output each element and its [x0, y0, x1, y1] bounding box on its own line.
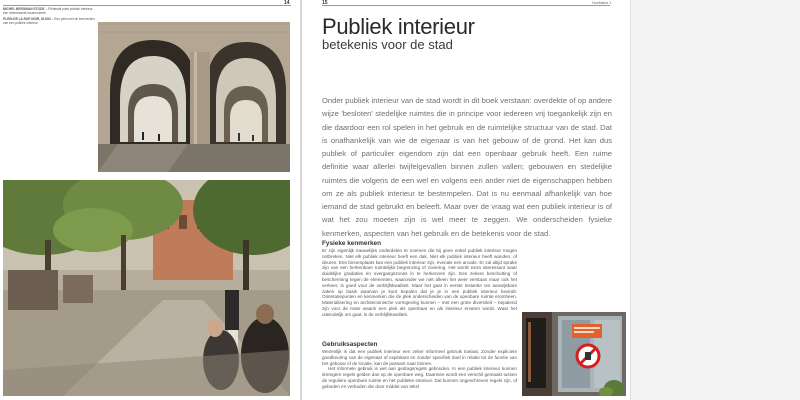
right-page: [302, 0, 630, 400]
outside-area: [630, 0, 800, 400]
top-rule-right: [322, 5, 610, 6]
left-page: [0, 0, 300, 400]
running-head: Hoofdstuk 1: [592, 1, 612, 5]
section2-paragraph-1: Wezenlijk is dat een publiek interieur een zeker informeel gebruik toelaat. Zonder expliciete goedkeuring van de eigenaar of exploitant en zonder specifiek doel in relatie tot de functie van het gebouw of de locatie, kan de passant naar binnen.: [322, 349, 517, 366]
page-number-right: 15: [322, 0, 328, 6]
section2-paragraph-2: Het informele gebruik is wel aan gedragsregels gebonden. In een publiek interieur kunnen strengere regels gelden dan op de openbare weg. Daarmee wordt een verschil gemaakt tussen de reguliere openbare ruimte en het publieke interieur. Dat kunnen ongeschreven regels zijn, of geboden en verboden die door middel van tekst: [322, 366, 517, 389]
arcade-image: [98, 22, 290, 172]
section-body-physical: [322, 248, 517, 318]
section1-paragraph: Er zijn eigenlijk nauwelijks onderdelen te noemen die bij geen enkel publiek interieur mogen ontbreken. Niet elk publiek interieur heeft een dak. Niet elk publiek interieur heeft wanden, of deuren. Een binnenplaats kan een publiek interieur zijn, evenals een arcade. Er zal altijd sprake zijn van een herkenbare ruimtelijke begrenzing of zonering. Het wordt extra interessant waar duidelijke gradaties en overgangszones in te herkennen zijn. Een zekere beschutting of bescherming tegen de elementen, waaronder we niet alleen het weer verstaan maar ook het verkeer, is goed voor de verblijfskwaliteit. Maar het gaat in eerste instantie om aanwijsbare zaken op basis waarvan je kunt bepalen dat je je in een publiek interieur bevindt. Oriëntatiepunten en kenmerken die de plek onderscheiden van de openbare ruimte eromheen. Materialisering en architectonische vormgeving kunnen – met een grote diversiteit – bepalend zijn voor de mate waarin een plek als openbaar en als interieur ervaren wordt. Waar het uiteindelijk om gaat, is de verblijfskwaliteit.: [322, 248, 517, 317]
square-photo: [3, 180, 290, 396]
credit-name-1: MICHEL BERGMAN STIJDE: [3, 7, 45, 11]
entrance-image: [522, 312, 626, 396]
arcade-photo: [98, 22, 290, 172]
page-number-left: 14: [284, 0, 290, 6]
section-heading-physical: Fysieke kenmerken: [322, 240, 381, 247]
section-body-use: [322, 349, 517, 390]
square-image: [3, 180, 290, 396]
page-subtitle: betekenis voor de stad: [322, 37, 453, 52]
section-heading-use: Gebruiksaspecten: [322, 341, 378, 348]
credit-text-1: – Piëdestal puiet publiek interieur, een interessante tussenruimte.: [3, 7, 94, 16]
credit-text-2: – Een plein met de kenmerken van een publiek interieur.: [3, 17, 95, 26]
credit-name-2: PLEIN DE LA RUE NOIR, DIJON: [3, 17, 51, 21]
photo-credit-2: [3, 17, 95, 26]
photo-credit-1: [3, 7, 95, 16]
page-title: Publiek interieur: [322, 14, 475, 39]
entrance-photo: [522, 312, 626, 396]
top-rule: [3, 5, 291, 6]
intro-paragraph: Onder publiek interieur van de stad wordt in dit boek verstaan: overdekte of op andere wijze 'besloten' stedelijke ruimtes die in principe voor iedereen vrij toegankelijk zijn en die daardoor een rol spelen in het gebruik en de ruimtelijke structuur van de stad. Dat is onafhankelijk van wie de eigenaar is van het gebouw of de grond. Het kan dus publiek of particulier eigendom zijn dat een openbaar gebruik heeft. Een ruime definitie waar allerlei twijfelgevallen binnen zullen vallen; gebouwen en stedelijke ruimtes die volgens de een wel en volgens een ander niet de eigenschappen hebben om ze als publiek interieur te bestempelen. Dat is nu eenmaal afhankelijk van hoe iemand de stad gebruikt en beleeft. Maar over de vraag wat een publiek interieur is of wat het zou moeten zijn is wel meer te zeggen. We onderscheiden fysieke kenmerken, aspecten van het gebruik en de betekenis voor de stad.: [322, 96, 612, 238]
